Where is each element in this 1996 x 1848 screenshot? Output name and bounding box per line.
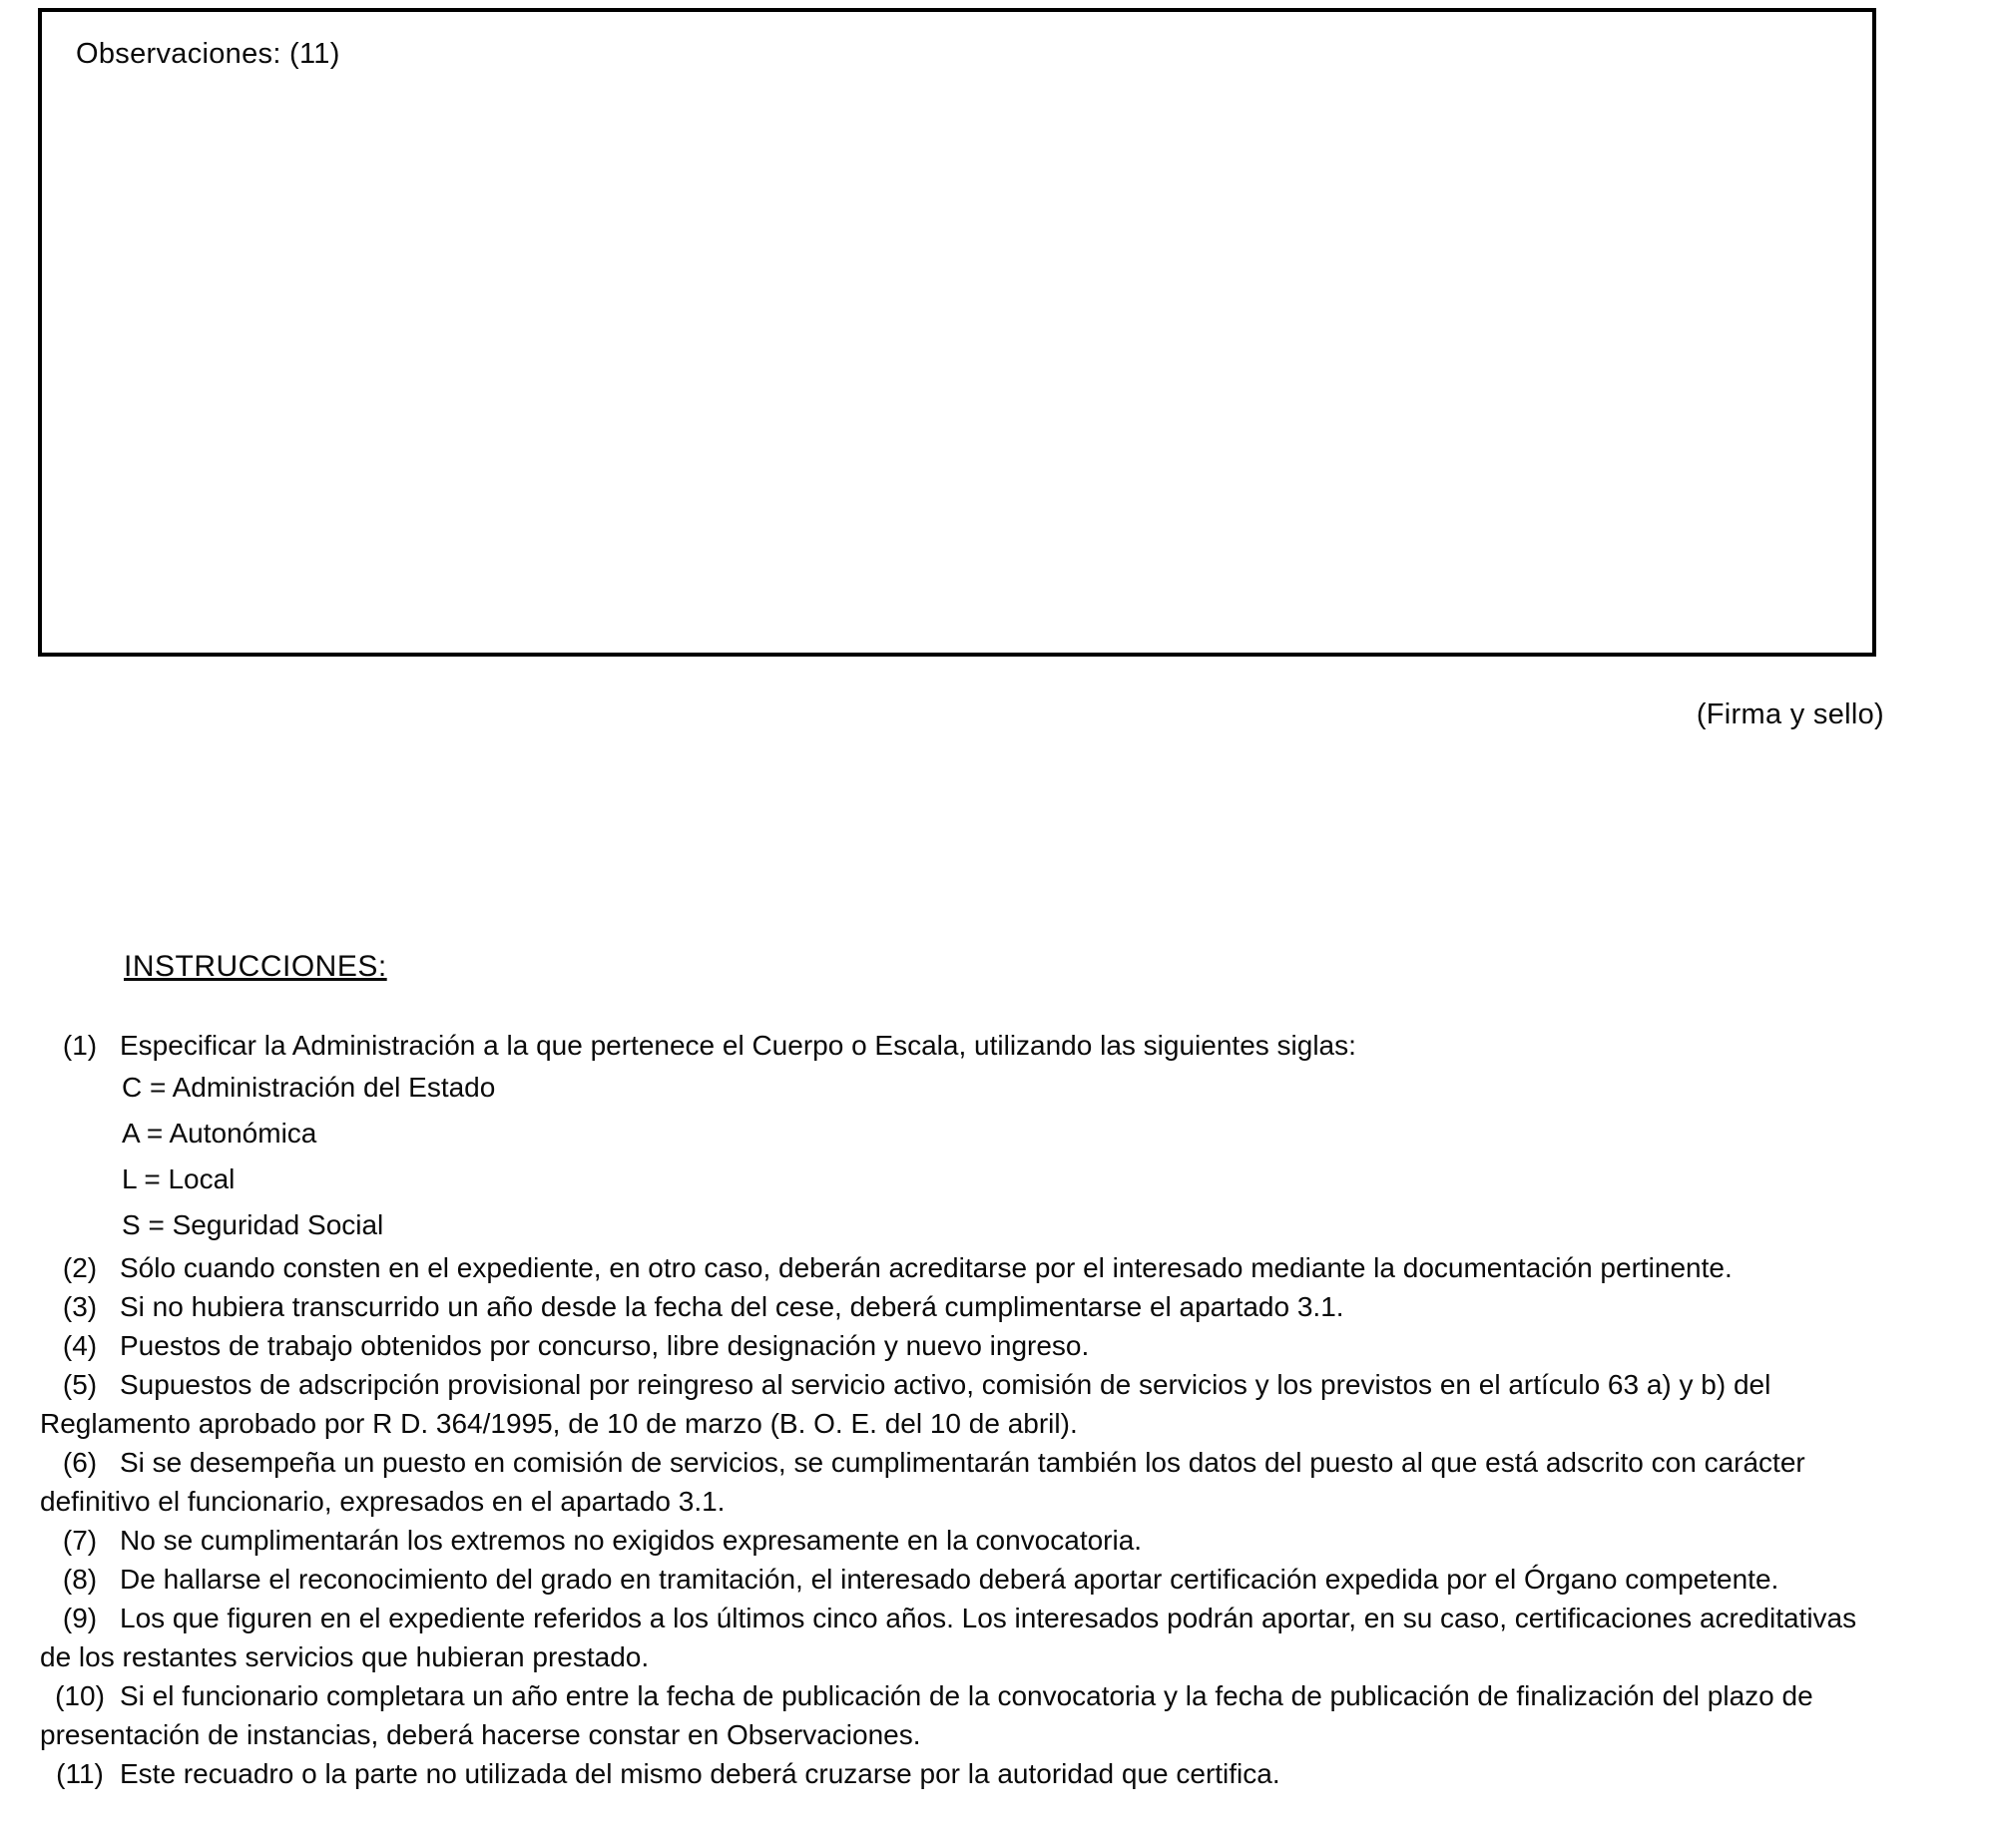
instruction-item: [40, 1599, 1884, 1676]
instruction-item: [40, 1287, 1884, 1326]
instruction-text: Si el funcionario completara un año entre la fecha de publicación de la convocatoria y la fecha de publicación de finalización del plazo de presentación de instancias, deberá hacerse constar en Observaciones.: [40, 1680, 1813, 1750]
instruction-subline: A = Autonómica: [122, 1118, 317, 1149]
instruction-item: [40, 1521, 1884, 1560]
instruction-subline: L = Local: [122, 1163, 236, 1194]
observaciones-label: Observaciones: (11): [76, 38, 340, 70]
instruction-item: [40, 1754, 1884, 1793]
instruction-text: No se cumplimentarán los extremos no exigidos expresamente en la convocatoria.: [120, 1525, 1143, 1556]
instruction-text: De hallarse el reconocimiento del grado en tramitación, el interesado deberá aportar certificación expedida por el Órgano competente.: [120, 1564, 1779, 1595]
instruction-item: [40, 1560, 1884, 1599]
instruction-text: Puestos de trabajo obtenidos por concurso, libre designación y nuevo ingreso.: [120, 1330, 1090, 1361]
instruction-text: Si no hubiera transcurrido un año desde la fecha del cese, deberá cumplimentarse el apartado 3.1.: [120, 1291, 1344, 1322]
instruction-item: [40, 1365, 1884, 1443]
instruction-number: (11): [56, 1758, 104, 1789]
instruction-text: Los que figuren en el expediente referidos a los últimos cinco años. Los interesados podrán aportar, en su caso, certificaciones acreditativas de los restantes servicios que hubieran prestado.: [40, 1603, 1857, 1672]
instruction-number: (9): [62, 1603, 98, 1633]
instruction-text: Sólo cuando consten en el expediente, en otro caso, deberán acreditarse por el interesado mediante la documentación pertinente.: [120, 1252, 1733, 1283]
instruction-text: Este recuadro o la parte no utilizada del mismo deberá cruzarse por la autoridad que certifica.: [120, 1758, 1280, 1789]
instruction-number: (10): [55, 1680, 105, 1711]
instruction-item: [40, 1026, 1884, 1065]
instruction-number: (6): [62, 1447, 98, 1478]
instruction-number: (1): [62, 1030, 98, 1061]
firma-label: (Firma y sello): [1696, 698, 1884, 730]
instruction-subline: C = Administración del Estado: [122, 1072, 496, 1103]
instruction-number: (8): [62, 1564, 98, 1595]
instruction-item: [40, 1676, 1884, 1754]
instructions-title: INSTRUCCIONES:: [124, 950, 387, 983]
instruction-number: (2): [62, 1252, 98, 1283]
instruction-text: Supuestos de adscripción provisional por reingreso al servicio activo, comisión de servicios y los previstos en el artículo 63 a) y b) del Reglamento aprobado por R D. 364/1995, de 10 de marzo (B. O. E. del 10 de abril).: [40, 1369, 1771, 1439]
instruction-text: Si se desempeña un puesto en comisión de servicios, se cumplimentarán también los datos del puesto al que está adscrito con carácter definitivo el funcionario, expresados en el apartado 3.1.: [40, 1447, 1805, 1517]
instruction-item: [40, 1443, 1884, 1521]
instruction-number: (7): [62, 1525, 98, 1556]
instruction-number: (5): [62, 1369, 98, 1400]
instruction-subline: S = Seguridad Social: [122, 1209, 384, 1240]
instruction-text: Especificar la Administración a la que pertenece el Cuerpo o Escala, utilizando las siguientes siglas:: [120, 1030, 1356, 1061]
instruction-number: (3): [62, 1291, 98, 1322]
observaciones-box: [38, 8, 1876, 657]
instructions-list: [40, 1026, 1884, 1793]
instruction-item: [40, 1326, 1884, 1365]
instruction-item: [40, 1248, 1884, 1287]
instruction-number: (4): [62, 1330, 98, 1361]
